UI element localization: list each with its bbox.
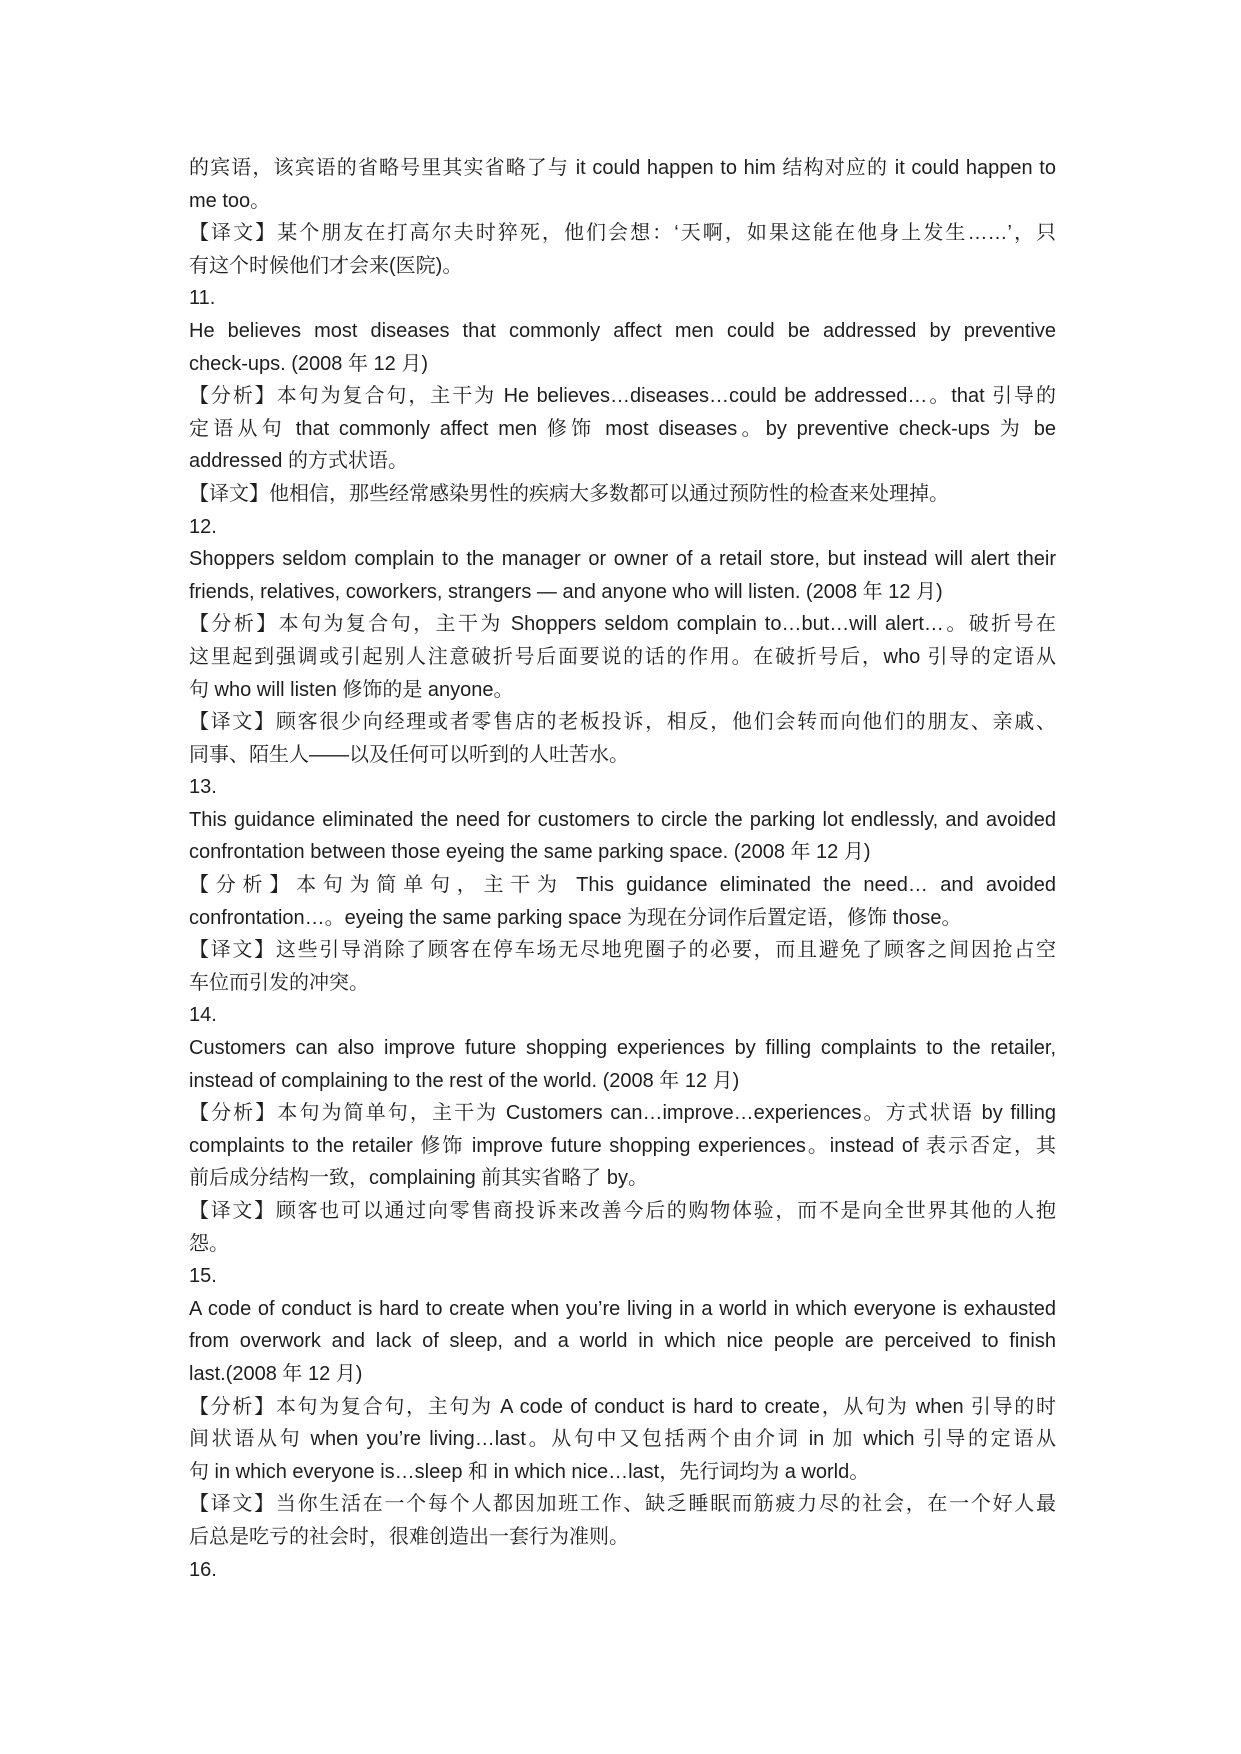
- sentence-line: Shoppers seldom complain to the manager or owner of a retail store, but instead will alert their: [189, 548, 1056, 571]
- sentence-line: He believes most diseases that commonly affect men could be addressed by preventive: [189, 319, 1056, 342]
- translation-line: 【译文】顾客也可以通过向零售商投诉来改善今后的购物体验，而不是向全世界其他的人抱: [189, 1200, 1056, 1222]
- sentence-line: This guidance eliminated the need for customers to circle the parking lot endlessly, and avoided: [189, 808, 1056, 831]
- analysis-block: [189, 1391, 1056, 1489]
- translation-line: 【译文】这些引导消除了顾客在停车场无尽地兜圈子的必要，而且避免了顾客之间因抢占空: [189, 939, 1056, 962]
- analysis-line: 【分析】本句为复合句，主干为 Shoppers seldom complain to…but…will alert…。破折号在: [189, 613, 1056, 636]
- english-sentence: [189, 1032, 1056, 1097]
- english-sentence: [189, 543, 1056, 608]
- translation-line: 【译文】他相信，那些经常感染男性的疾病大多数都可以通过预防性的检查来处理掉。: [189, 482, 949, 505]
- analysis-line: complaints to the retailer 修饰 improve future shopping experiences。instead of 表示否定，其: [189, 1134, 1056, 1157]
- entry-number: 16.: [189, 1558, 217, 1581]
- translation-block: [189, 1195, 1056, 1260]
- sentence-line: Customers can also improve future shopping experiences by filling complaints to the retailer,: [189, 1037, 1056, 1060]
- translation-block: [189, 217, 1056, 282]
- analysis-block: [189, 152, 1056, 217]
- continued-entry: [189, 152, 1056, 282]
- sentence-entry: [189, 1260, 1056, 1553]
- analysis-line: 这里起到强调或引起别人注意破折号后面要说的话的作用。在破折号后，who 引导的定语从: [189, 645, 1056, 668]
- sentence-line: A code of conduct is hard to create when you’re living in a world in which everyone is exhausted: [189, 1297, 1056, 1320]
- analysis-block: [189, 869, 1056, 934]
- translation-block: [189, 478, 1056, 511]
- analysis-line: 【分析】本句为复合句，主干为 He believes…diseases…could be addressed…。that 引导的: [189, 385, 1056, 408]
- entry-number: 14.: [189, 1004, 217, 1027]
- translation-line: 同事、陌生人——以及任何可以听到的人吐苦水。: [189, 743, 629, 766]
- sentence-entry: [189, 999, 1056, 1260]
- analysis-line: addressed 的方式状语。: [189, 450, 408, 473]
- analysis-line: 【分析】本句为简单句，主干为 This guidance eliminated the need… and avoided: [189, 874, 1056, 897]
- analysis-line: 的宾语，该宾语的省略号里其实省略了与 it could happen to him 结构对应的 it could happen to: [189, 157, 1056, 179]
- entry-number: 13.: [189, 776, 217, 799]
- analysis-line: 【分析】本句为简单句，主干为 Customers can…improve…experiences。方式状语 by filling: [189, 1102, 1056, 1125]
- sentence-entry: [189, 1554, 1056, 1587]
- analysis-line: confrontation…。eyeing the same parking space 为现在分词作后置定语，修饰 those。: [189, 906, 962, 929]
- sentence-line: from overwork and lack of sleep, and a world in which nice people are perceived to finish: [189, 1330, 1056, 1353]
- analysis-block: [189, 608, 1056, 706]
- document-page: [189, 152, 1056, 1586]
- analysis-line: me too。: [189, 189, 271, 212]
- analysis-line: 前后成分结构一致，complaining 前其实省略了 by。: [189, 1167, 648, 1190]
- translation-line: 【译文】顾客很少向经理或者零售店的老板投诉，相反，他们会转而向他们的朋友、亲戚、: [189, 711, 1056, 734]
- entry-number: 15.: [189, 1265, 217, 1288]
- analysis-line: 间状语从句 when you’re living…last。从句中又包括两个由介词 in 加 which 引导的定语从: [189, 1428, 1056, 1451]
- translation-block: [189, 934, 1056, 999]
- translation-block: [189, 1488, 1056, 1553]
- analysis-line: 定语从句 that commonly affect men 修饰 most diseases。by preventive check-ups 为 be: [189, 417, 1056, 440]
- entry-number: 11.: [189, 287, 216, 310]
- sentence-line: friends, relatives, coworkers, strangers — and anyone who will listen. (2008 年 12 月): [189, 580, 943, 603]
- translation-line: 后总是吃亏的社会时，很难创造出一套行为准则。: [189, 1525, 629, 1548]
- translation-line: 【译文】当你生活在一个每个人都因加班工作、缺乏睡眠而筋疲力尽的社会，在一个好人最: [189, 1493, 1056, 1516]
- translation-line: 有这个时候他们才会来(医院)。: [189, 254, 463, 277]
- translation-line: 【译文】某个朋友在打高尔夫时猝死，他们会想：‘天啊，如果这能在他身上发生……’，只: [189, 222, 1056, 245]
- sentence-line: check-ups. (2008 年 12 月): [189, 352, 428, 375]
- sentence-entry: [189, 771, 1056, 999]
- english-sentence: [189, 804, 1056, 869]
- english-sentence: [189, 1293, 1056, 1391]
- sentence-entry: [189, 511, 1056, 772]
- analysis-block: [189, 1097, 1056, 1195]
- sentence-line: confrontation between those eyeing the same parking space. (2008 年 12 月): [189, 841, 871, 864]
- entry-number: 12.: [189, 515, 217, 538]
- analysis-line: 句 who will listen 修饰的是 anyone。: [189, 678, 514, 701]
- sentence-entry: [189, 282, 1056, 510]
- analysis-line: 【分析】本句为复合句，主句为 A code of conduct is hard to create，从句为 when 引导的时: [189, 1395, 1056, 1418]
- translation-block: [189, 706, 1056, 771]
- sentence-line: instead of complaining to the rest of the world. (2008 年 12 月): [189, 1069, 740, 1092]
- sentence-line: last.(2008 年 12 月): [189, 1362, 363, 1385]
- analysis-block: [189, 380, 1056, 478]
- translation-line: 车位而引发的冲突。: [189, 971, 369, 994]
- analysis-line: 句 in which everyone is…sleep 和 in which nice…last，先行词均为 a world。: [189, 1460, 870, 1483]
- translation-line: 怨。: [189, 1232, 229, 1255]
- english-sentence: [189, 315, 1056, 380]
